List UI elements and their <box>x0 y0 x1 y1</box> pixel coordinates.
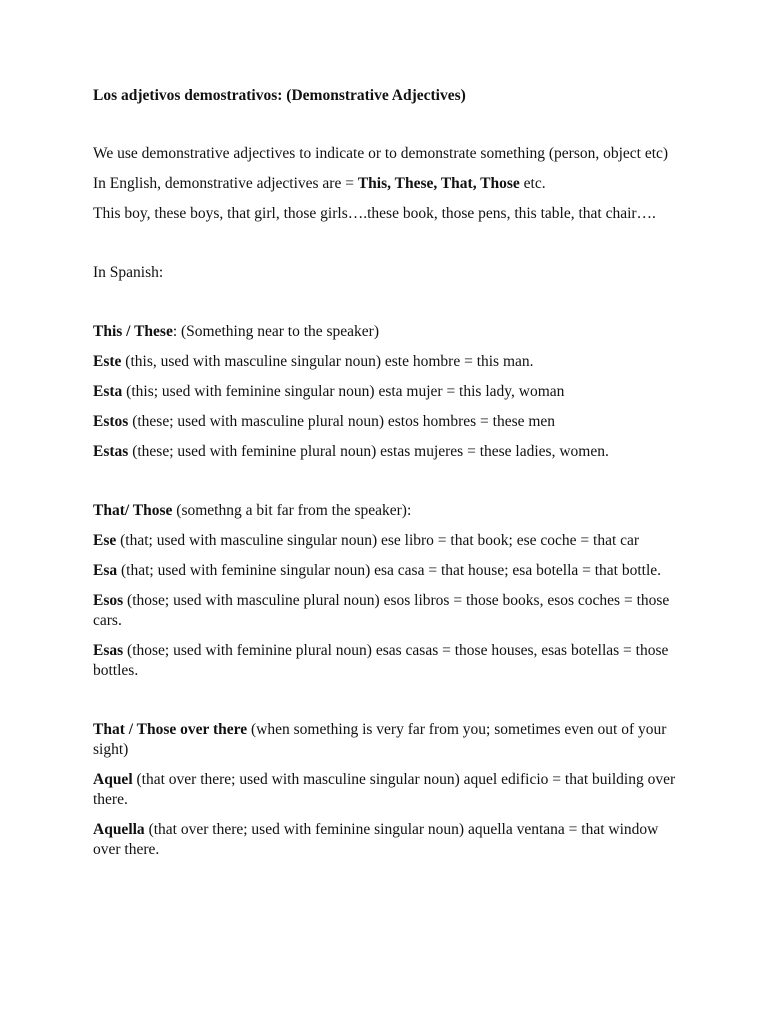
item-text: (these; used with feminine plural noun) estas mujeres = these ladies, women. <box>128 443 609 460</box>
intro-paragraph-1: We use demonstrative adjectives to indicate or to demonstrate something (person, object etc) <box>93 145 669 162</box>
list-item <box>93 641 683 681</box>
section-heading-bold: That / Those over there <box>93 721 248 738</box>
item-word: Este <box>93 353 122 370</box>
list-item <box>93 561 683 581</box>
section-heading-bold: This / These <box>93 323 173 340</box>
item-word: Ese <box>93 532 117 549</box>
intro-paragraph-3: This boy, these boys, that girl, those girls….these book, those pens, this table, that chair…. <box>93 205 656 222</box>
list-item <box>93 412 683 432</box>
item-text: (that over there; used with masculine singular noun) aquel edificio = that building over there. <box>93 771 676 808</box>
item-word: Esa <box>93 562 118 579</box>
item-text: (these; used with masculine plural noun) estos hombres = these men <box>128 413 556 430</box>
item-text: (that; used with feminine singular noun) esa casa = that house; esa botella = that bottle. <box>117 562 662 579</box>
item-text: (that over there; used with feminine singular noun) aquella ventana = that window over there. <box>93 821 659 858</box>
section-heading <box>93 322 683 342</box>
item-text: (those; used with feminine plural noun) esas casas = those houses, esas botellas = those bottles. <box>93 642 669 679</box>
item-word: Estas <box>93 443 129 460</box>
item-word: Aquel <box>93 771 133 788</box>
list-item <box>93 531 683 551</box>
item-text: (that; used with masculine singular noun) ese libro = that book; ese coche = that car <box>116 532 640 549</box>
spanish-label: In Spanish: <box>93 264 164 281</box>
list-item <box>93 352 683 372</box>
list-item <box>93 442 683 462</box>
item-word: Esos <box>93 592 124 609</box>
intro-paragraph-2 <box>93 174 683 194</box>
item-word: Esta <box>93 383 123 400</box>
document-title: Los adjetivos demostrativos: (Demonstrative Adjectives) <box>93 87 466 104</box>
section-heading-rest: (when something is very far from you; sometimes even out of your sight) <box>93 721 667 758</box>
item-text: (this; used with feminine singular noun) esta mujer = this lady, woman <box>122 383 565 400</box>
item-word: Estos <box>93 413 129 430</box>
intro-2-bold-words: This, These, That, Those <box>357 175 520 192</box>
section-heading-rest: (somethng a bit far from the speaker): <box>172 502 412 519</box>
list-item <box>93 382 683 402</box>
intro-2-text-post: etc. <box>519 175 546 192</box>
item-word: Esas <box>93 642 124 659</box>
intro-2-text-pre: In English, demonstrative adjectives are = <box>93 175 358 192</box>
item-word: Aquella <box>93 821 145 838</box>
document-page <box>93 86 683 860</box>
section-heading <box>93 501 683 521</box>
item-text: (this, used with masculine singular noun) este hombre = this man. <box>121 353 534 370</box>
section-heading-bold: That/ Those <box>93 502 173 519</box>
list-item <box>93 591 683 631</box>
item-text: (those; used with masculine plural noun) esos libros = those books, esos coches = those cars. <box>93 592 670 629</box>
section-heading <box>93 720 683 760</box>
section-heading-rest: : (Something near to the speaker) <box>172 323 379 340</box>
list-item <box>93 820 683 860</box>
list-item <box>93 770 683 810</box>
